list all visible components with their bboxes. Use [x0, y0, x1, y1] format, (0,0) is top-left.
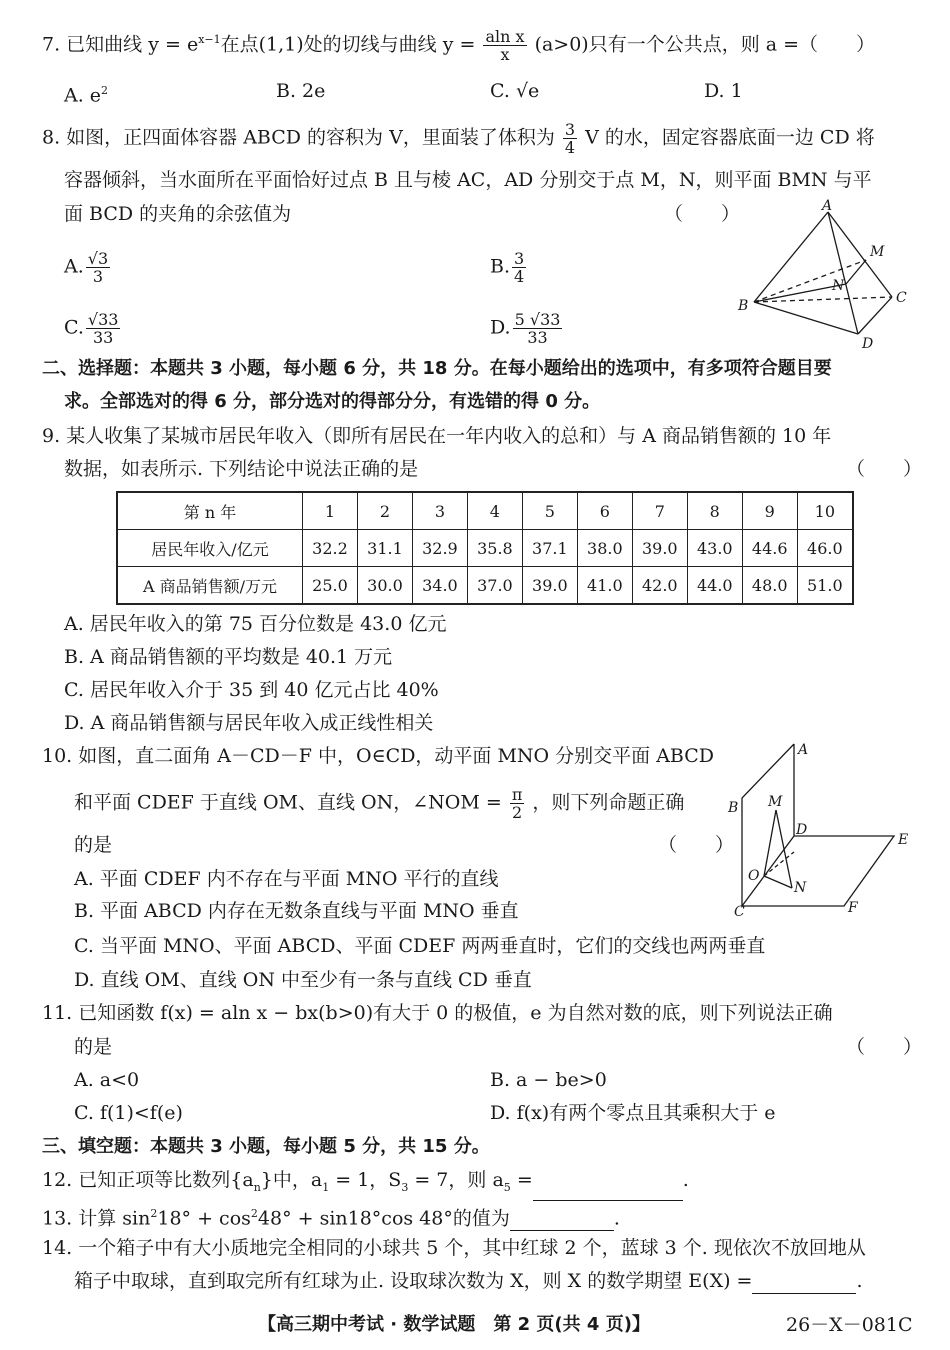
q7-stem-exp: x−1 [198, 33, 221, 46]
q8-line2: 容器倾斜，当水面所在平面恰好过点 B 且与棱 AC，AD 分别交于点 M，N，则平面 BMN 与平 [64, 169, 872, 191]
q9-option-a: A. 居民年收入的第 75 百分位数是 43.0 亿元 [64, 613, 447, 635]
q12-text-a: 12. 已知正项等比数列{a [42, 1169, 254, 1191]
q8-c-frac [86, 311, 121, 346]
q9-line2: 数据，如表所示. 下列结论中说法正确的是 [64, 458, 419, 480]
q8-c-den: 33 [93, 328, 114, 347]
table-header-cell: 第 n 年 [117, 492, 303, 530]
table-header-cell: 6 [577, 492, 632, 530]
page-footer-title: 【高三期中考试 · 数学试题 第 2 页(共 4 页)】 [258, 1314, 650, 1335]
q10-dihedral-figure [724, 740, 910, 918]
q13-end: . [613, 1207, 620, 1230]
q7-stem-c: (a>0)只有一个公共点，则 a =（ ） [534, 33, 876, 56]
q13-text-a: 13. 计算 sin [42, 1207, 151, 1230]
label-d: D [796, 822, 808, 838]
q10-frac-num: π [511, 785, 523, 804]
q10-line2-a: 和平面 CDEF 于直线 OM、直线 ON，∠NOM = [74, 791, 502, 814]
table-cell: 37.1 [522, 530, 577, 567]
table-cell: 居民年收入/亿元 [117, 530, 303, 567]
q8-option-b [490, 250, 528, 285]
table-header-cell: 9 [742, 492, 797, 530]
table-cell: 46.0 [797, 530, 853, 567]
q8-b-frac [512, 250, 526, 285]
table-cell: A 商品销售额/万元 [117, 567, 303, 605]
label-m: M [870, 244, 885, 260]
q10-line2-b: ，则下列命题正确 [532, 791, 685, 814]
label-b: B [738, 298, 749, 314]
section2-heading-line1: 二、选择题：本题共 3 小题，每小题 6 分，共 18 分。在每小题给出的选项中，有多项符合题目要 [42, 358, 832, 379]
table-cell: 51.0 [797, 567, 853, 605]
table-row [117, 567, 853, 605]
table-cell: 35.8 [467, 530, 522, 567]
table-header-cell: 5 [522, 492, 577, 530]
q7-frac-den: x [500, 44, 510, 64]
label-e: E [898, 832, 909, 848]
q7-option-a [64, 78, 108, 108]
q7-a-label: A. e [64, 84, 102, 107]
q14-line2 [74, 1268, 863, 1294]
table-cell: 30.0 [357, 567, 412, 605]
q8-d-den: 33 [527, 328, 548, 347]
q9-option-b: B. A 商品销售额的平均数是 40.1 万元 [64, 646, 393, 668]
q9-answer-paren: （ ） [846, 458, 923, 480]
line-on [764, 876, 792, 888]
q10-line1: 10. 如图，直二面角 A－CD－F 中，O∈CD，动平面 MNO 分别交平面 ABCD [42, 745, 715, 767]
q12-text-c: = 1，S [329, 1169, 402, 1191]
q8-frac-den: 4 [564, 138, 576, 157]
q12-sub-5: 5 [503, 1180, 511, 1194]
table-cell: 25.0 [303, 567, 358, 605]
q8-tetrahedron-figure [728, 198, 912, 350]
table-cell: 32.2 [303, 530, 358, 567]
q7-fraction [483, 28, 526, 63]
q10-line2 [74, 786, 684, 821]
q8-d-label: D. [490, 316, 511, 339]
label-n: N [794, 880, 807, 896]
q10-fraction [510, 786, 525, 821]
table-cell: 31.1 [357, 530, 412, 567]
q11-option-b: B. a − be>0 [490, 1069, 607, 1091]
q7-stem-b: 在点(1,1)处的切线与曲线 y = [220, 33, 476, 56]
q11-line2: 的是 [74, 1036, 113, 1058]
q9-line1: 9. 某人收集了某城市居民年收入（即所有居民在一年内收入的总和）与 A 商品销售额的 10 年 [42, 425, 832, 447]
q13-text [42, 1201, 620, 1231]
q8-option-d [490, 311, 564, 346]
q8-option-c [64, 311, 122, 346]
q10-option-b: B. 平面 ABCD 内存在无数条直线与平面 MNO 垂直 [74, 900, 519, 922]
q13-text-c: 48° + sin18°cos 48°的值为 [257, 1207, 510, 1230]
q8-a-frac [86, 250, 110, 285]
q12-sub-1: 1 [322, 1180, 330, 1194]
table-header-cell: 2 [357, 492, 412, 530]
q12-text-d: = 7，则 a [408, 1169, 504, 1191]
label-m: M [768, 794, 783, 810]
q13-text-b: 18° + cos [157, 1207, 251, 1230]
q14-answer-blank[interactable] [752, 1273, 856, 1294]
table-cell: 41.0 [577, 567, 632, 605]
label-c: C [734, 904, 745, 918]
table-cell: 42.0 [632, 567, 687, 605]
q12-sub-n: n [253, 1180, 261, 1194]
q8-a-den: 3 [92, 267, 104, 286]
table-cell: 44.6 [742, 530, 797, 567]
label-n: N [832, 278, 845, 294]
q9-option-c: C. 居民年收入介于 35 到 40 亿元占比 40% [64, 679, 439, 701]
q9-data-table [116, 491, 854, 605]
table-header-cell: 4 [467, 492, 522, 530]
q13-answer-blank[interactable] [510, 1210, 614, 1231]
q7-option-c [490, 78, 539, 104]
label-d: D [862, 336, 874, 350]
table-cell: 37.0 [467, 567, 522, 605]
label-a: A [822, 198, 833, 214]
q10-option-a: A. 平面 CDEF 内不存在与平面 MNO 平行的直线 [74, 868, 499, 890]
table-cell: 34.0 [412, 567, 467, 605]
q14-end: . [856, 1270, 863, 1292]
q7-stem-a: 7. 已知曲线 y = e [42, 33, 199, 56]
q8-frac-num: 3 [564, 120, 576, 139]
label-a: A [798, 742, 809, 758]
q14-line2-text: 箱子中取球，直到取完所有红球为止. 设取球次数为 X，则 X 的数学期望 E(X) = [74, 1270, 753, 1292]
q7-stem [42, 27, 875, 63]
q8-line1-a: 8. 如图，正四面体容器 ABCD 的容积为 V，里面装了体积为 [42, 126, 555, 149]
edge-cd [858, 297, 892, 334]
q11-answer-paren: （ ） [846, 1036, 923, 1058]
q7-option-b: B. 2e [276, 80, 326, 102]
table-row [117, 492, 853, 530]
table-cell: 39.0 [632, 530, 687, 567]
q10-line3: 的是 [74, 834, 113, 856]
table-header-cell: 8 [687, 492, 742, 530]
edge-bd [754, 302, 858, 334]
q10-answer-paren: （ ） [658, 834, 735, 856]
q11-option-c: C. f(1)<f(e) [74, 1102, 183, 1124]
q11-option-d: D. f(x)有两个零点且其乘积大于 e [490, 1102, 776, 1124]
q8-line3: 面 BCD 的夹角的余弦值为 [64, 203, 292, 225]
q8-d-frac [513, 311, 563, 346]
q10-option-c: C. 当平面 MNO、平面 ABCD、平面 CDEF 两两垂直时，它们的交线也两两垂直 [74, 935, 766, 957]
q8-a-label: A. [64, 255, 84, 278]
table-header-cell: 3 [412, 492, 467, 530]
q10-option-d: D. 直线 OM、直线 ON 中至少有一条与直线 CD 垂直 [74, 969, 532, 991]
table-cell: 48.0 [742, 567, 797, 605]
q8-fraction [563, 121, 577, 156]
q14-line1: 14. 一个箱子中有大小质地完全相同的小球共 5 个，其中红球 2 个，蓝球 3 个. 现依次不放回地从 [42, 1237, 866, 1259]
table-cell: 39.0 [522, 567, 577, 605]
section3-heading: 三、填空题：本题共 3 小题，每小题 5 分，共 15 分。 [42, 1136, 490, 1157]
q9-option-d: D. A 商品销售额与居民年收入成正线性相关 [64, 712, 434, 734]
q8-d-num: 5 √33 [514, 310, 561, 329]
q12-sub-3: 3 [401, 1180, 409, 1194]
q11-line1: 11. 已知函数 f(x) = aln x − bx(b>0)有大于 0 的极值，e 为自然对数的底，则下列说法正确 [42, 1002, 833, 1024]
q12-end: . [682, 1169, 689, 1191]
q13-sup-1: 2 [150, 1207, 158, 1220]
label-b: B [728, 800, 739, 816]
table-cell: 43.0 [687, 530, 742, 567]
page-footer-code: 26－X－081C [786, 1314, 913, 1336]
table-header-cell: 7 [632, 492, 687, 530]
q8-b-den: 4 [514, 267, 525, 286]
q8-b-num: 3 [514, 249, 525, 268]
q10-frac-den: 2 [511, 803, 523, 822]
table-cell: 32.9 [412, 530, 467, 567]
q13-sup-2: 2 [250, 1207, 258, 1220]
table-row [117, 530, 853, 567]
q8-c-label: C. [64, 316, 84, 339]
q7-c-label: C. [490, 80, 510, 102]
q8-line1 [42, 121, 875, 156]
q8-b-label: B. [490, 255, 511, 278]
q8-option-a [64, 250, 112, 285]
q12-answer-blank[interactable] [533, 1180, 683, 1201]
table-cell: 44.0 [687, 567, 742, 605]
q7-option-d: D. 1 [704, 80, 743, 102]
q8-line1-b: V 的水，固定容器底面一边 CD 将 [585, 126, 875, 149]
line-mn [776, 810, 792, 888]
q12-text-b: }中，a [260, 1169, 323, 1191]
line-om [764, 810, 776, 876]
q12-text [42, 1167, 689, 1201]
q7-c-radical: √e [515, 80, 540, 102]
label-c: C [896, 290, 907, 306]
q11-option-a: A. a<0 [74, 1069, 140, 1091]
q8-c-num: √33 [87, 310, 119, 329]
q8-answer-paren: （ ） [664, 203, 741, 225]
q7-frac-num: aln x [485, 26, 525, 46]
q7-a-exp: 2 [101, 84, 109, 97]
table-header-cell: 10 [797, 492, 853, 530]
q12-text-e: = [510, 1169, 533, 1191]
table-cell: 38.0 [577, 530, 632, 567]
label-o: O [748, 868, 760, 884]
table-header-cell: 1 [303, 492, 358, 530]
section2-heading-line2: 求。全部选对的得 6 分，部分选对的得部分分，有选错的得 0 分。 [64, 391, 601, 412]
label-f: F [848, 900, 858, 916]
q8-a-num: √3 [87, 249, 109, 268]
